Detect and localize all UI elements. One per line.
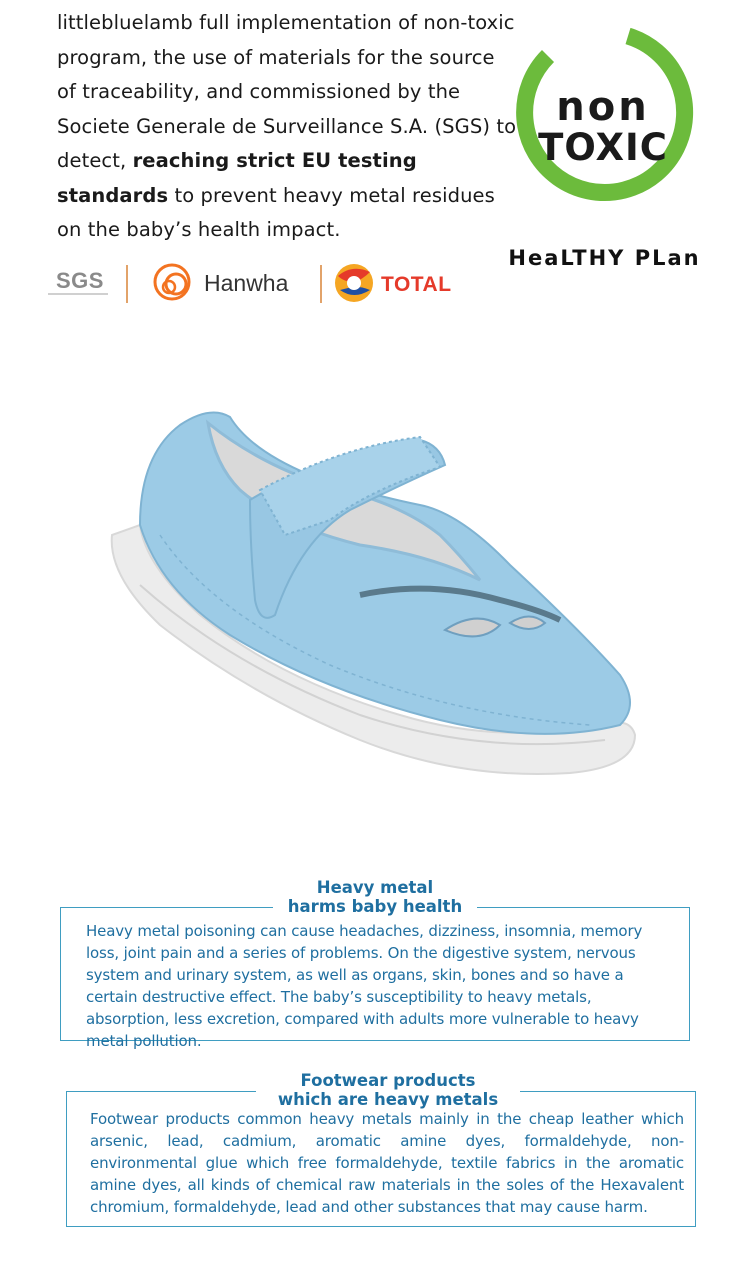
intro-paragraph [57,6,517,248]
total-logo-text: TOTAL [381,273,452,296]
hanwha-logo-icon [150,260,198,306]
certification-logos [48,258,478,308]
healthy-plan-caption: HeaLTHY PLan [508,246,701,270]
product-shoe-image [100,395,645,795]
sgs-underline [48,293,108,295]
footwear-title-line1: Footwear products [300,1071,476,1090]
footwear-heavy-metals-title [256,1071,520,1109]
sgs-logo: SGS [56,268,104,293]
badge-line-non: non [556,84,650,130]
total-logo-icon [332,260,376,306]
logo-divider [126,265,128,303]
heavy-metal-harm-body: Heavy metal poisoning can cause headaches, dizziness, insomnia, memory loss, joint pain and a series of problems. On the digestive system, nervous system and urinary system, as well as organs, skin, bones and so have a certain destructive effect. The baby’s susceptibility to heavy metals, absorption, less excretion, compared with adults more vulnerable to heavy metal pollution. [86,922,643,1050]
non-toxic-badge [510,22,696,218]
footwear-title-line2: which are heavy metals [277,1090,499,1109]
heavy-metal-title-line2: harms baby health [287,897,463,916]
logo-divider-2 [320,265,322,303]
intro-text-1: littlebluelamb full implementation of non-toxic program, the use of materials for the source of traceability, and commissioned by the Societe Generale de Surveillance S.A. (SGS) to detect, [57,11,517,172]
heavy-metal-title-line1: Heavy metal [316,878,434,897]
heavy-metal-harm-title [273,878,477,916]
intro-text-2: to prevent heavy metal residues on the baby’s health impact. [57,183,495,241]
badge-line-toxic: TOXIC [538,126,668,169]
hanwha-logo-text: Hanwha [204,270,289,296]
shoe-illustration-icon [100,395,645,795]
footwear-heavy-metals-body: Footwear products common heavy metals mainly in the cheap leather which arsenic, lead, cadmium, aromatic amine dyes, formaldehyde, non-environmental glue which free formaldehyde, textile fabrics in the aromatic amine dyes, all kinds of chemical raw materials in the soles of the Hexavalent chromium, formaldehyde, lead and other substances that may cause harm. [90,1110,684,1216]
intro-text-bold: reaching strict EU testing standards [57,149,417,207]
